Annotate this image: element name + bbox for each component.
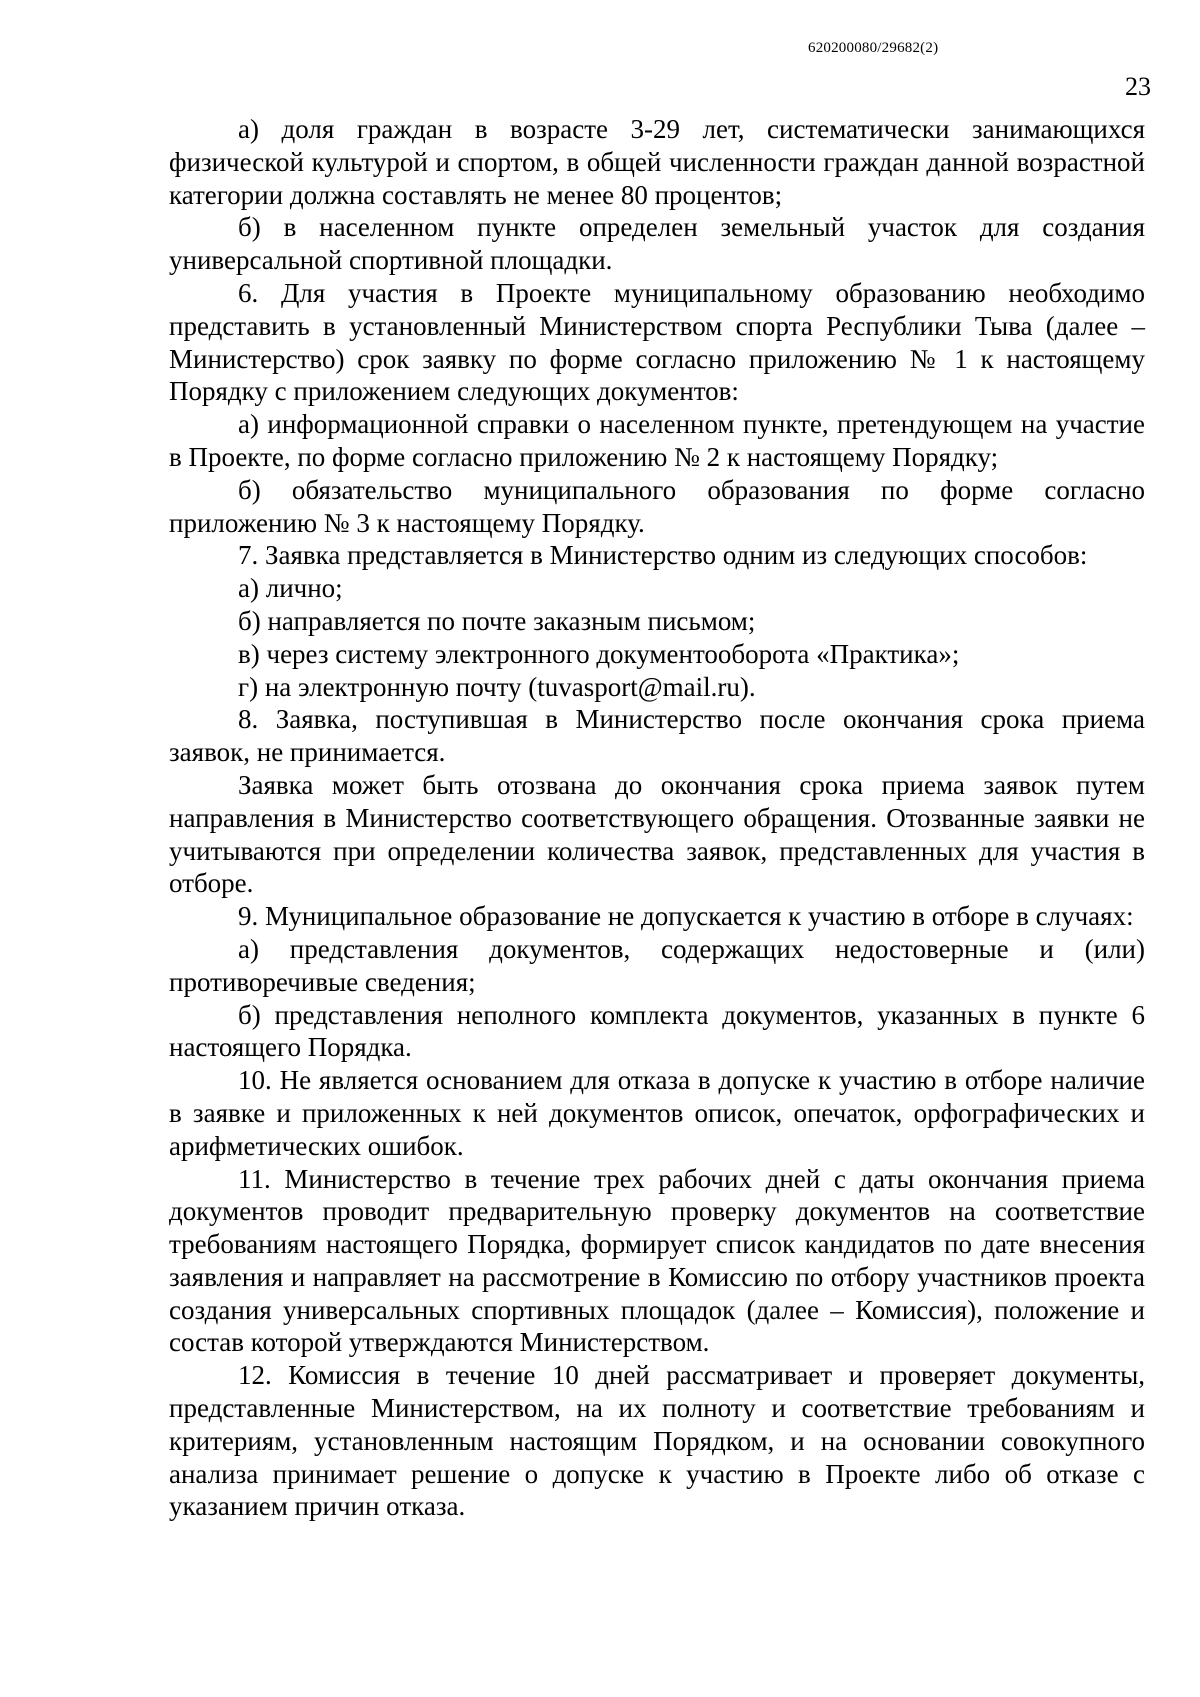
paragraph: г) на электронную почту (tuvasport@mail.ru).: [238, 671, 756, 702]
paragraph: 9. Муниципальное образование не допускается к участию в отборе в случаях:: [238, 901, 1134, 932]
document-code: 620200080/29682(2): [808, 40, 939, 56]
page-number: 23: [1125, 72, 1151, 101]
paragraph: в) через систему электронного документооборота «Практика»;: [238, 638, 960, 669]
paragraph: 10. Не является основанием для отказа в допуске к участию в отборе наличие в заявке и приложенных к ней документов описок, опечаток, орфографических и арифметических ошибок.: [169, 1065, 1145, 1161]
paragraph: Заявка может быть отозвана до окончания срока приема заявок путем направления в Министерство соответствующего обращения. Отозванные заявки не учитываются при определении количества заявок, представленных для участия в отборе.: [169, 769, 1145, 899]
paragraph: б) обязательство муниципального образования по форме согласно приложению № 3 к настоящему Порядку.: [169, 474, 1145, 538]
paragraph: 8. Заявка, поступившая в Министерство после окончания срока приема заявок, не принимается.: [169, 704, 1145, 768]
paragraph: 7. Заявка представляется в Министерство одним из следующих способов:: [238, 540, 1088, 571]
paragraph: б) направляется по почте заказным письмом;: [238, 605, 756, 636]
paragraph: 6. Для участия в Проекте муниципальному образованию необходимо представить в установленный Министерством спорта Республики Тыва (далее – Министерство) срок заявку по форме согласно приложению № 1 к настоящему Порядку с приложением следующих документов:: [169, 277, 1145, 407]
paragraph: а) информационной справки о населенном пункте, претендующем на участие в Проекте, по форме согласно приложению № 2 к настоящему Порядку;: [169, 409, 1145, 472]
paragraph: б) в населенном пункте определен земельный участок для создания универсальной спортивной площадки.: [169, 212, 1145, 276]
document-body: [169, 113, 1145, 1523]
paragraph: а) представления документов, содержащих недостоверные и (или) противоречивые сведения;: [169, 933, 1145, 997]
paragraph: 12. Комиссия в течение 10 дней рассматривает и проверяет документы, представленные Министерством, на их полноту и соответствие требованиям и критериям, установленным настоящим Порядком, и на основании совокупного анализа принимает решение о допуске к участию в Проекте либо об отказе с указанием причин отказа.: [169, 1360, 1145, 1522]
paragraph: 11. Министерство в течение трех рабочих дней с даты окончания приема документов проводит предварительную проверку документов на соответствие требованиям настоящего Порядка, формирует список кандидатов по дате внесения заявления и направляет на рассмотрение в Комиссию по отбору участников проекта создания универсальных спортивных площадок (далее – Комиссия), положение и состав которой утверждаются Министерством.: [169, 1163, 1145, 1358]
paragraph: а) лично;: [238, 573, 343, 604]
paragraph: а) доля граждан в возрасте 3-29 лет, систематически занимающихся физической культурой и спортом, в общей численности граждан данной возрастной категории должна составлять не менее 80 процентов;: [169, 114, 1145, 210]
paragraph: б) представления неполного комплекта документов, указанных в пункте 6 настоящего Порядка.: [169, 999, 1145, 1063]
